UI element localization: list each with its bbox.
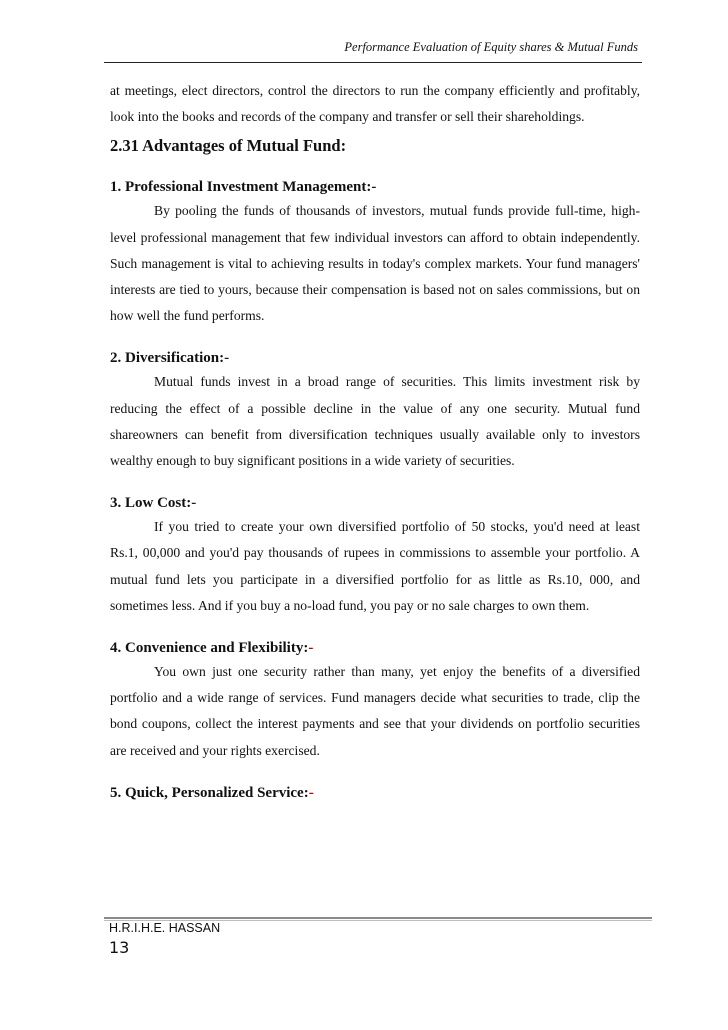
section-3-body: If you tried to create your own diversified portfolio of 50 stocks, you'd need at least Rs.1, 00,000 and you'd pay thousands of rupees in commissions to assemble your portfolio. A mutual fund lets you participate in a diversified portfolio for as little as Rs.10, 000, and sometimes less. And if you buy a no-load fund, you pay or no sale charges to own them.: [110, 519, 640, 613]
footer-institution: H.R.I.H.E. HASSAN: [109, 921, 221, 935]
footer-divider: [104, 917, 652, 919]
section-1-heading: [110, 176, 640, 198]
page-number: 13: [109, 938, 130, 957]
section-3-title: 3. Low Cost:: [110, 495, 192, 512]
section-2-title: 2. Diversification:: [110, 350, 225, 367]
page-body: [110, 78, 640, 804]
section-4-dash: -: [308, 640, 314, 657]
section-4-title: 4. Convenience and Flexibility:: [110, 640, 309, 657]
section-3-heading: [110, 492, 640, 514]
section-4-body: You own just one security rather than many, yet enjoy the benefits of a diversified portfolio and a wide range of services. Fund managers decide what securities to trade, clip the bond coupons, collect the interest payments and see that your dividends on portfolio securities are received and your rights exercised.: [110, 664, 640, 758]
section-5-title: 5. Quick, Personalized Service:: [110, 784, 309, 801]
section-1-body: By pooling the funds of thousands of investors, mutual funds provide full-time, high-level professional management that few individual investors can afford to obtain independently. Such management is vital to achieving results in today's complex markets. Your fund managers' interests are tied to yours, because their compensation is based not on sales commissions, but on how well the fund performs.: [110, 203, 640, 324]
running-header: Performance Evaluation of Equity shares & Mutual Funds: [344, 40, 638, 54]
section-1-title: 1. Professional Investment Management:: [110, 179, 372, 196]
section-3-dash: -: [191, 495, 197, 512]
section-2-body: Mutual funds invest in a broad range of securities. This limits investment risk by reducing the effect of a possible decline in the value of any one security. Mutual fund shareowners can benefit from diversification techniques usually available only to investors wealthy enough to buy significant positions in a wide variety of securities.: [110, 374, 640, 469]
section-2-dash: -: [224, 350, 230, 367]
section-5-dash: -: [308, 784, 314, 801]
intro-paragraph: at meetings, elect directors, control the directors to run the company efficiently and profitably, look into the books and records of the company and transfer or sell their shareholdings.: [110, 83, 640, 125]
header-divider: [104, 62, 642, 63]
section-2-heading: [110, 347, 640, 369]
section-1-dash: -: [371, 179, 377, 196]
main-heading: 2.31 Advantages of Mutual Fund:: [110, 136, 347, 156]
section-5-heading: [110, 782, 640, 804]
section-4-heading: [110, 637, 640, 659]
